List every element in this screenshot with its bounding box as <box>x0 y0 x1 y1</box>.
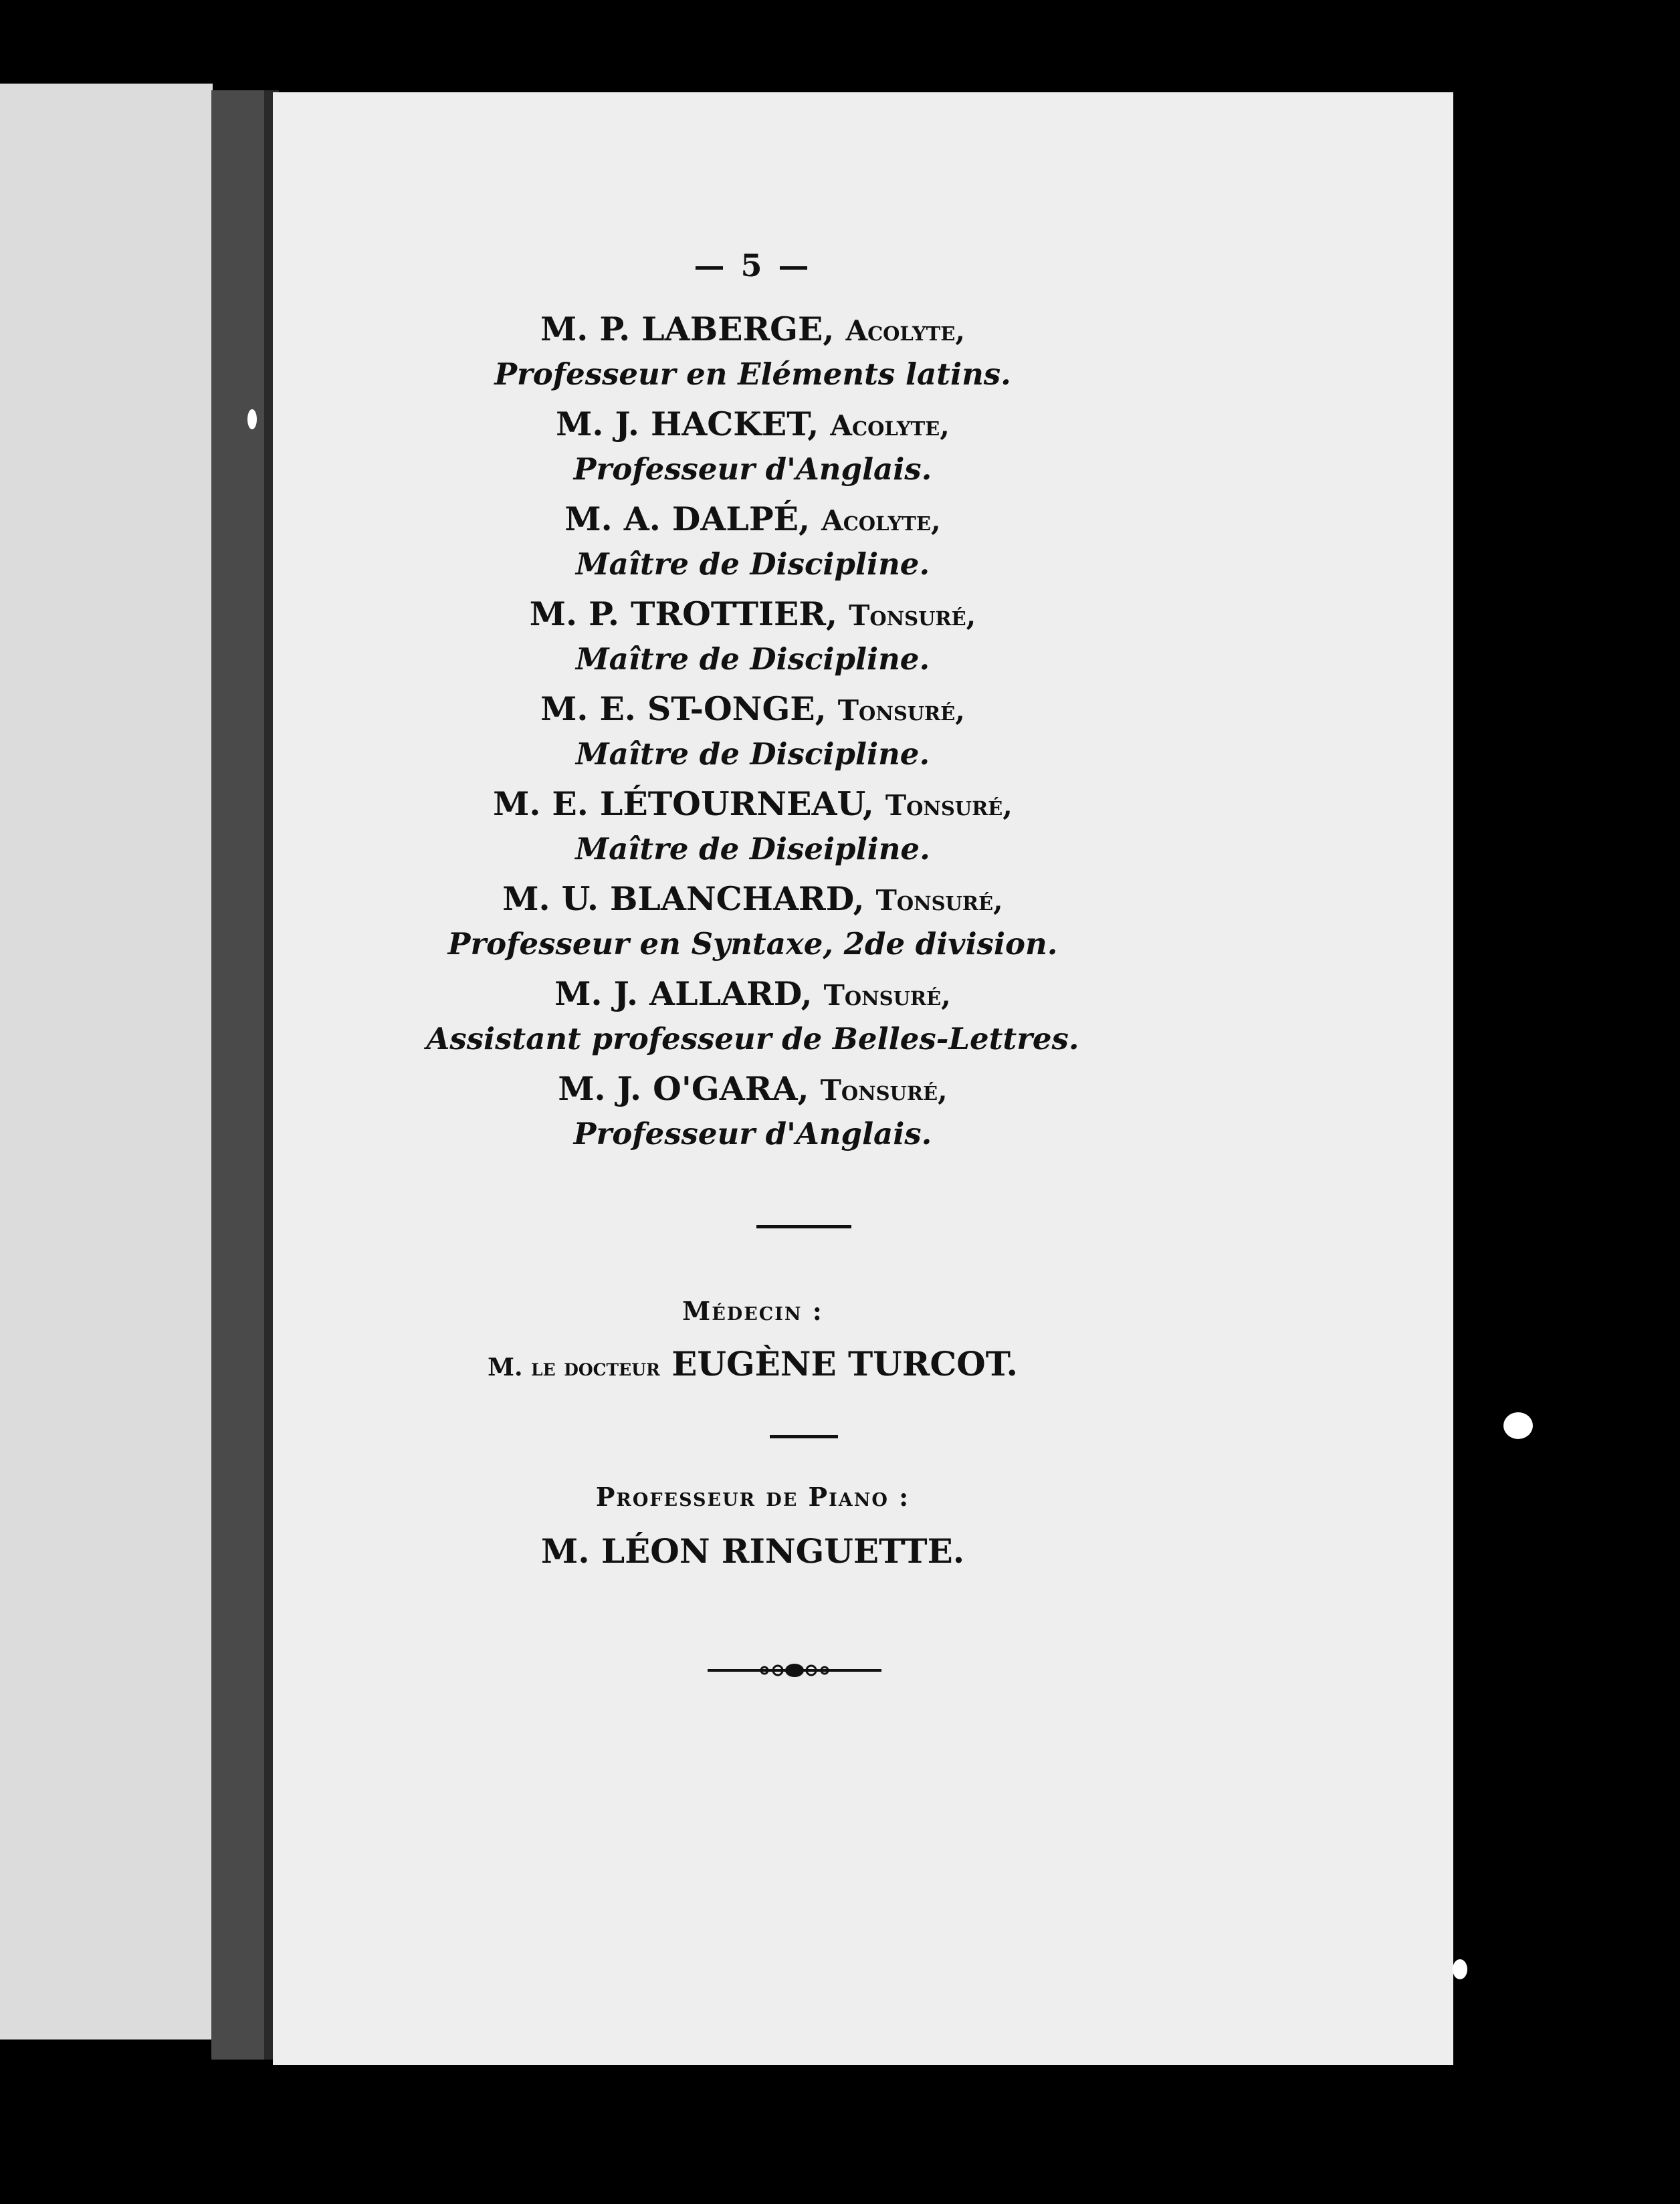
staff-rank: Tonsuré, <box>885 789 1013 822</box>
staff-name: M. E. ST-ONGE, <box>540 689 827 728</box>
staff-name: M. U. BLANCHARD, <box>502 879 865 918</box>
scan-speck <box>1453 1959 1467 1979</box>
staff-role: Professeur d'Anglais. <box>573 1116 932 1151</box>
doctor-name: EUGÈNE TURCOT. <box>671 1344 1018 1384</box>
scan-speck <box>247 409 257 429</box>
staff-name-line <box>273 972 1233 1017</box>
staff-entry <box>273 687 1233 782</box>
staff-rank: Tonsuré, <box>820 1074 948 1107</box>
printed-page <box>273 92 1453 2065</box>
staff-entry <box>273 1067 1233 1162</box>
ornament-icon <box>708 1657 881 1684</box>
staff-entry <box>273 403 1233 498</box>
staff-role: Professeur en Eléments latins. <box>494 356 1011 392</box>
piano-teacher-name: M. LÉON RINGUETTE. <box>540 1531 965 1571</box>
staff-name-line <box>273 687 1233 732</box>
staff-entry <box>273 972 1233 1067</box>
staff-entry <box>273 782 1233 877</box>
staff-rank: Tonsuré, <box>823 979 951 1012</box>
piano-heading: Professeur de Piano : <box>595 1482 910 1512</box>
staff-name-line <box>273 308 1233 352</box>
staff-name: M. P. LABERGE, <box>540 310 835 348</box>
staff-role: Maître de Discipline. <box>575 641 930 677</box>
staff-role: Professeur d'Anglais. <box>573 451 932 487</box>
staff-name-line <box>273 1067 1233 1112</box>
doctor-prefix: M. le docteur <box>488 1353 660 1382</box>
staff-rank: Acolyte, <box>830 409 950 442</box>
doctor-heading: Médecin : <box>682 1296 823 1326</box>
staff-role: Maître de Discipline. <box>575 736 930 772</box>
staff-rank: Tonsuré, <box>875 884 1003 917</box>
staff-entry <box>273 592 1233 687</box>
staff-name-line <box>273 403 1233 447</box>
staff-name-line <box>273 592 1233 637</box>
scan-speck <box>1503 1412 1533 1439</box>
staff-entry <box>273 308 1233 403</box>
staff-name-line <box>273 877 1233 922</box>
staff-entry <box>273 498 1233 592</box>
section-divider <box>770 1435 838 1438</box>
staff-rank: Tonsuré, <box>849 599 976 632</box>
staff-rank: Tonsuré, <box>837 694 965 727</box>
staff-list <box>273 308 1453 1162</box>
staff-entry <box>273 877 1233 972</box>
section-divider <box>756 1225 851 1228</box>
staff-role: Professeur en Syntaxe, 2de division. <box>447 926 1058 962</box>
staff-name: M. J. O'GARA, <box>558 1069 809 1108</box>
staff-name: M. J. ALLARD, <box>554 974 813 1013</box>
staff-name-line <box>273 498 1233 542</box>
staff-role: Maître de Diseipline. <box>575 831 930 867</box>
staff-name: M. E. LÉTOURNEAU, <box>493 784 874 823</box>
doctor-line <box>273 1344 1453 1384</box>
staff-rank: Acolyte, <box>821 504 941 537</box>
staff-role: Maître de Discipline. <box>575 546 930 582</box>
page-number: — 5 — <box>694 247 812 284</box>
staff-role: Assistant professeur de Belles-Lettres. <box>426 1021 1079 1057</box>
staff-name: M. A. DALPÉ, <box>564 500 811 538</box>
book-spine <box>211 90 272 2060</box>
facing-page <box>0 84 213 2040</box>
staff-name-line <box>273 782 1233 827</box>
staff-name: M. P. TROTTIER, <box>529 594 838 633</box>
staff-rank: Acolyte, <box>845 314 965 347</box>
staff-name: M. J. HACKET, <box>556 405 819 443</box>
